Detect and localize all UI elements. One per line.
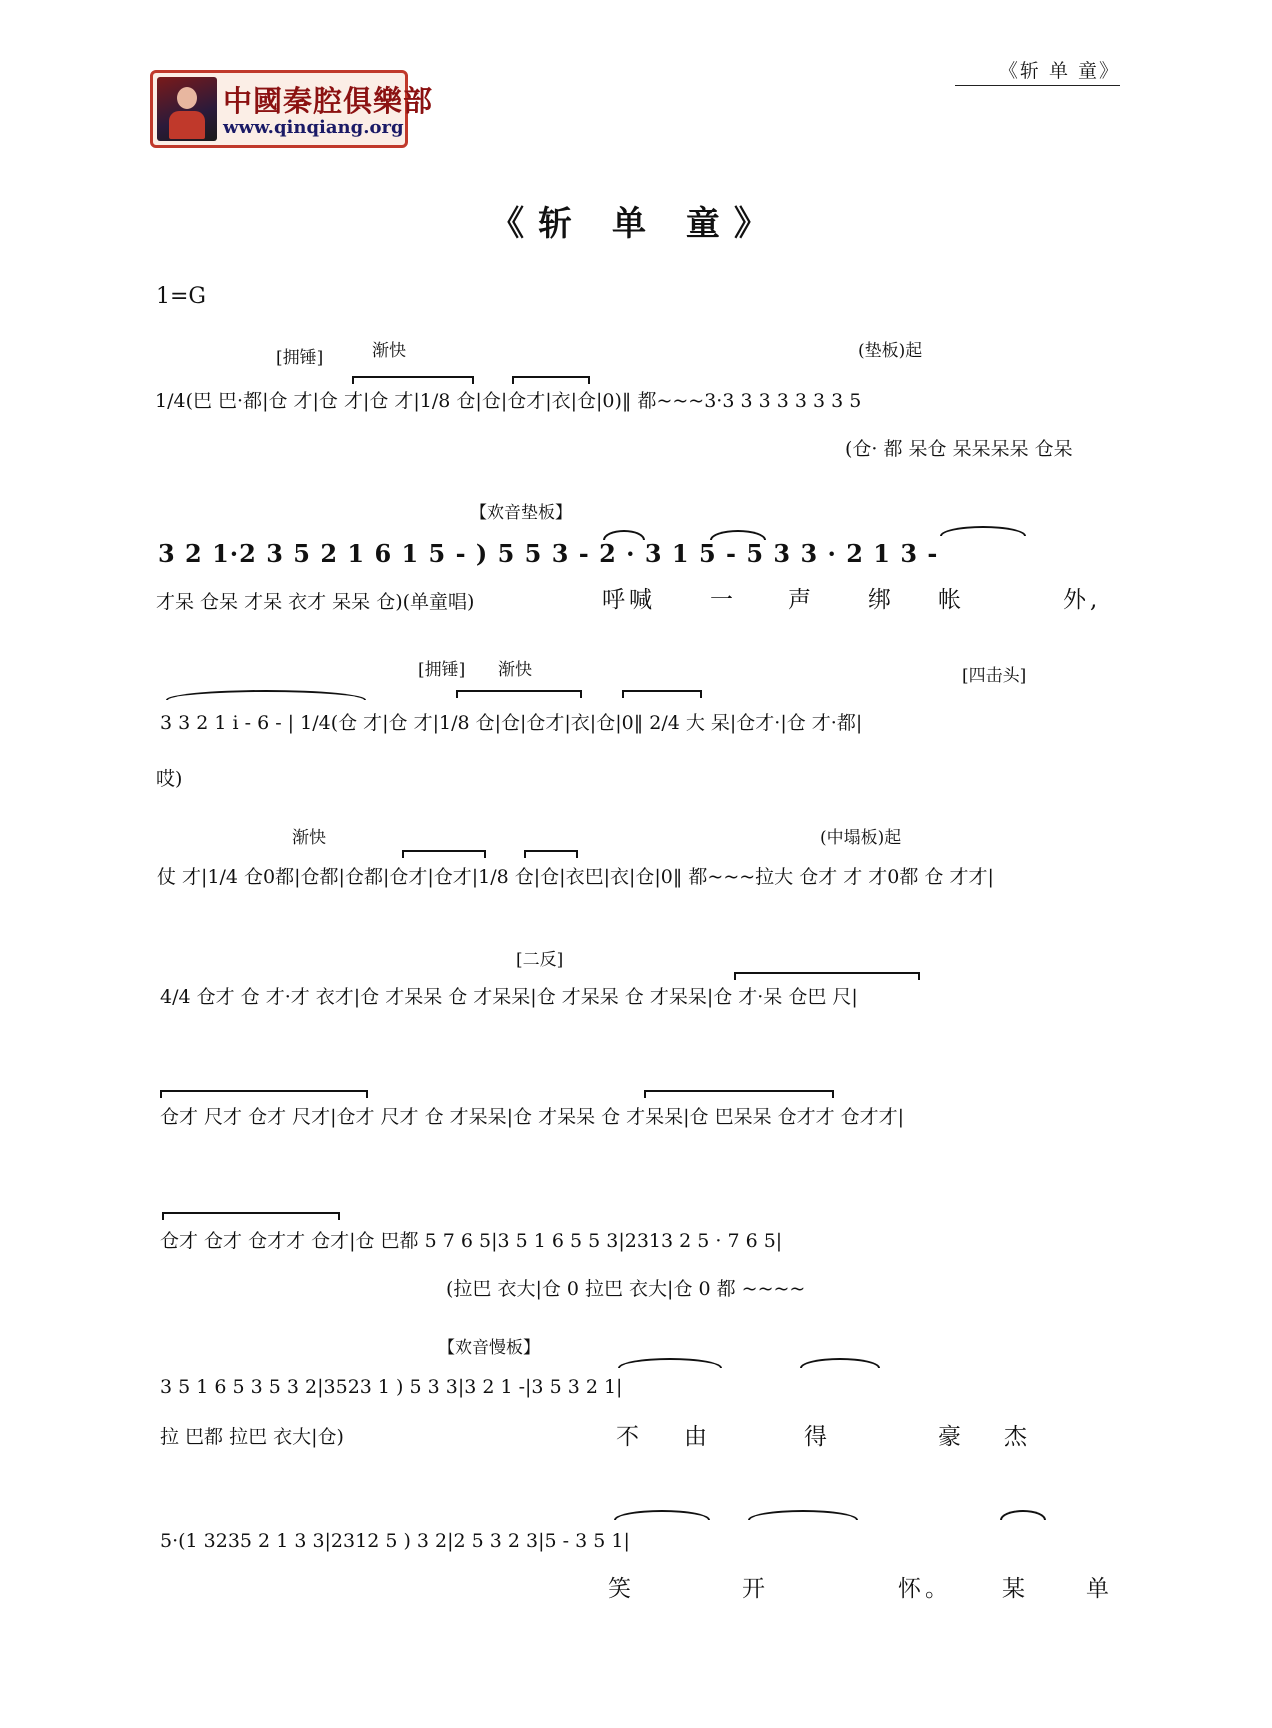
slur <box>940 526 1026 536</box>
slur <box>166 690 366 700</box>
lyric: 一 <box>710 587 737 613</box>
section-label: [拥锤] <box>276 348 324 368</box>
lyric: 呼喊 <box>602 587 656 613</box>
lyric: 怀。 <box>898 1576 952 1602</box>
logo-url: www.qinqiang.org <box>223 117 404 138</box>
notation-line: 3 3 2 1 i - 6 - | 1/4(仓 才|仓 才|1/8 仓|仓|仓才|衣|仓|0‖ 2/4 大 呆|仓才·|仓 才·都| <box>160 712 863 734</box>
lyric: 帐 <box>938 587 965 613</box>
notation-line: 仓才 仓才 仓才才 仓才|仓 巴都 5 7 6 5|3 5 1 6 5 5 3|2313 2 5 · 7 6 5| <box>160 1230 783 1252</box>
tempo-label: 渐快 <box>372 341 406 361</box>
lyric: 绑 <box>868 587 895 613</box>
lyric: 声 <box>788 587 815 613</box>
lyric: 杰 <box>1004 1424 1031 1450</box>
bracket <box>160 1090 368 1098</box>
percussion-line: 拉 巴都 拉巴 衣大|仓) <box>160 1426 344 1448</box>
tempo-label: 渐快 <box>498 660 532 680</box>
notation-line: 3 2 1·2 3 5 2 1 6 1 5 - ) 5 5 3 - 2 · 3 1 5 - 5 3 3 · 2 1 3 - <box>158 539 939 568</box>
lyric: 得 <box>804 1424 831 1450</box>
notation-line: 5·(1 3235 2 1 3 3|2312 5 ) 3 2|2 5 3 2 3|5 - 3 5 1| <box>160 1530 630 1552</box>
percussion-line: 才呆 仓呆 才呆 衣才 呆呆 仓)(单童唱) <box>156 591 475 613</box>
slur <box>618 1358 722 1368</box>
bracket <box>456 690 582 698</box>
section-label: (垫板)起 <box>858 341 923 361</box>
slur <box>800 1358 880 1368</box>
section-label: [四击头] <box>962 666 1027 686</box>
bracket <box>524 850 578 858</box>
percussion-line: (拉巴 衣大|仓 0 拉巴 衣大|仓 0 都 ~~~~ <box>446 1278 806 1300</box>
percussion-line: (仓· 都 呆仓 呆呆呆呆 仓呆 <box>845 438 1073 460</box>
bracket <box>622 690 702 698</box>
notation-line: 仓才 尺才 仓才 尺才|仓才 尺才 仓 才呆呆|仓 才呆呆 仓 才呆呆|仓 巴呆呆 仓才才 仓才才| <box>160 1106 905 1128</box>
section-label: (中塌板)起 <box>820 828 902 848</box>
lyric: 某 <box>1002 1576 1029 1602</box>
lyric: 开 <box>742 1576 769 1602</box>
lyric: 笑 <box>608 1576 635 1602</box>
section-label: 【欢音慢板】 <box>438 1338 540 1358</box>
bracket <box>734 972 920 980</box>
notation-line: 仗 才|1/4 仓0都|仓都|仓都|仓才|仓才|1/8 仓|仓|衣巴|衣|仓|0‖ 都~~~拉大 仓才 才 才0都 仓 才才| <box>157 866 994 888</box>
lyric: 外, <box>1063 587 1102 613</box>
bracket <box>162 1212 340 1220</box>
logo <box>150 70 434 148</box>
page-title: 《斩 单 童》 <box>490 204 782 244</box>
bracket <box>352 376 474 384</box>
running-header: 《斩 单 童》 <box>955 56 1120 86</box>
lyric: 不 <box>616 1424 643 1450</box>
section-label: 【欢音垫板】 <box>470 503 572 523</box>
bracket <box>644 1090 834 1098</box>
slur <box>1000 1510 1046 1520</box>
bracket <box>402 850 486 858</box>
opera-mask-icon <box>157 77 217 141</box>
slur <box>748 1510 858 1520</box>
slur <box>614 1510 710 1520</box>
lyric: 单 <box>1086 1576 1113 1602</box>
section-label: [二反] <box>516 950 564 970</box>
logo-name: 中國秦腔俱樂部 <box>223 84 434 118</box>
notation-line: 4/4 仓才 仓 才·才 衣才|仓 才呆呆 仓 才呆呆|仓 才呆呆 仓 才呆呆|仓 才·呆 仓巴 尺| <box>160 986 858 1008</box>
lyric: 由 <box>684 1424 711 1450</box>
lyric: 哎) <box>156 768 183 790</box>
notation-line: 3 5 1 6 5 3 5 3 2|3523 1 ) 5 3 3|3 2 1 -|3 5 3 2 1| <box>160 1376 623 1398</box>
bracket <box>512 376 590 384</box>
key-signature: 1=G <box>156 284 207 309</box>
notation-line: 1/4(巴 巴·都|仓 才|仓 才|仓 才|1/8 仓|仓|仓才|衣|仓|0)‖ 都~~~3·3 3 3 3 3 3 3 5 <box>155 390 862 412</box>
section-label: [拥锤] <box>418 660 466 680</box>
lyric: 豪 <box>938 1424 965 1450</box>
tempo-label: 渐快 <box>292 828 326 848</box>
